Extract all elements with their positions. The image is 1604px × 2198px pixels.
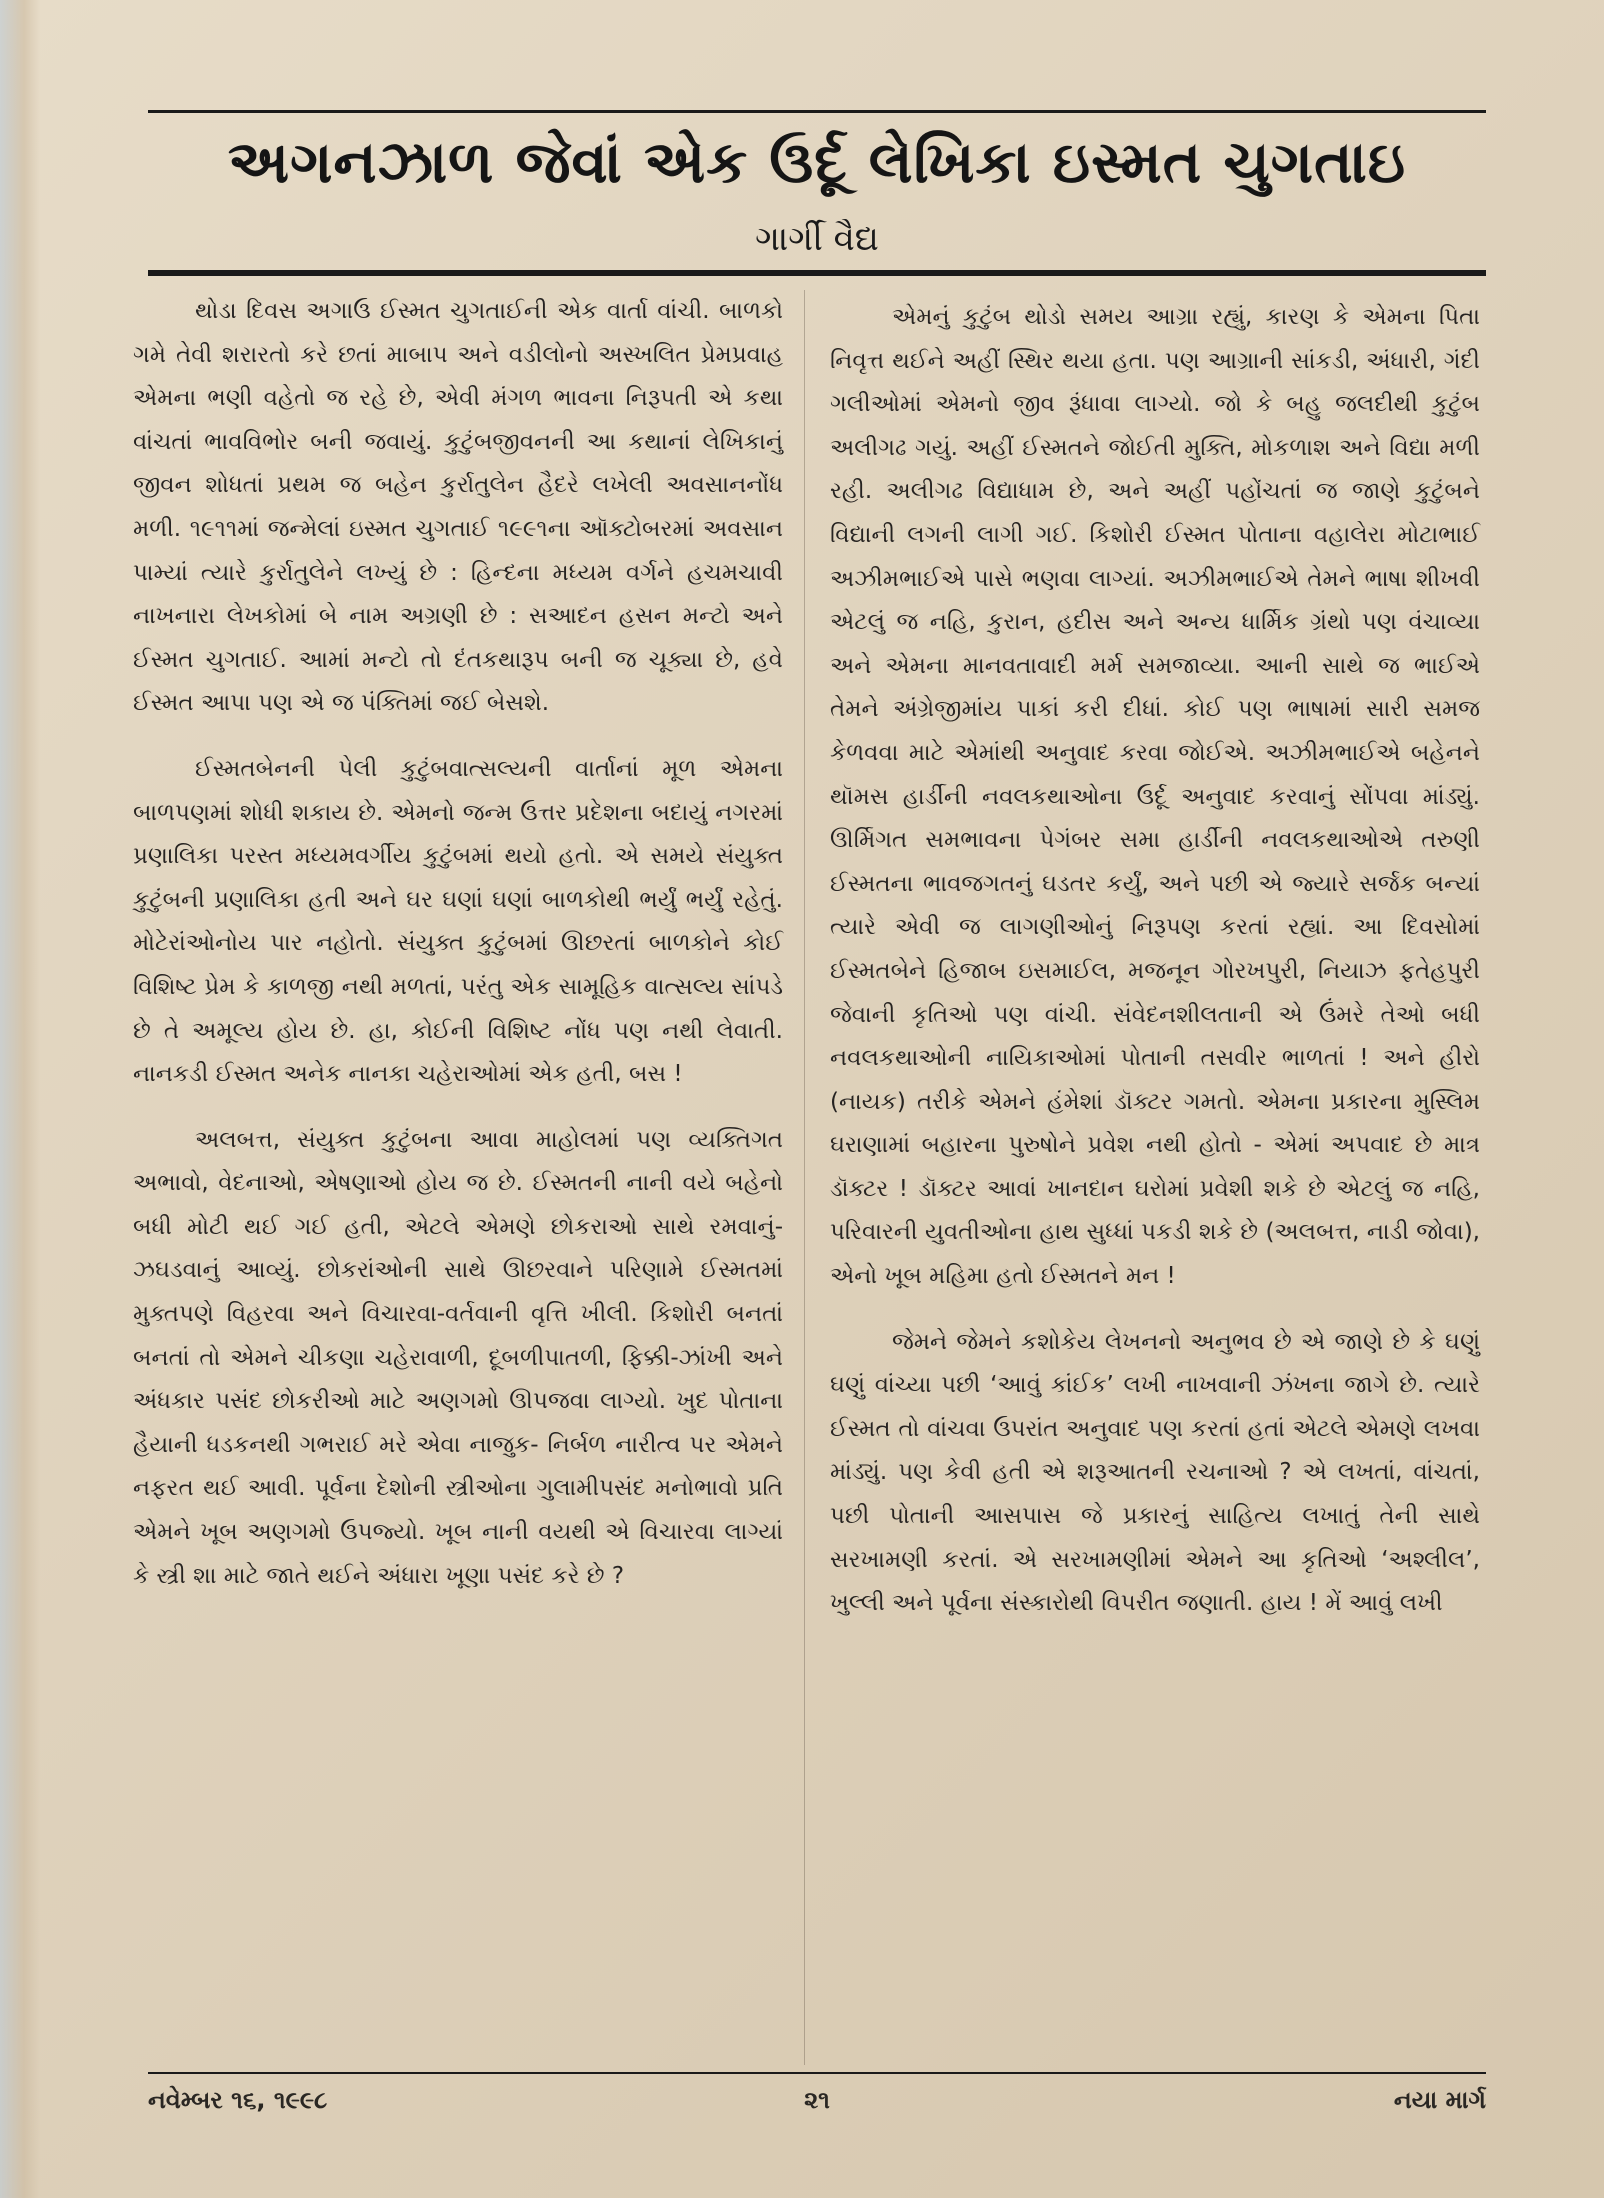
- article-author: ગાર્ગી વૈદ્ય: [755, 219, 879, 259]
- top-rule: [148, 110, 1486, 113]
- torn-paper-edge: [0, 0, 40, 2198]
- issue-date: નવેમ્બર ૧૬, ૧૯૯૮: [148, 2086, 328, 2114]
- paragraph: અલબત્ત, સંયુક્ત કુટુંબના આવા માહોલમાં પણ વ્યક્તિગત અભાવો, વેદનાઓ, એષણાઓ હોય જ છે. ઈસ્મતની નાની વયે બહેનો બધી મોટી થઈ ગઈ હતી, એટલે એમણે છોકરાઓ સાથે રમવાનું-ઝઘડવાનું આવ્યું. છોકરાંઓની સાથે ઊછરવાને પરિણામે ઈસ્મતમાં મુક્તપણે વિહરવા અને વિચારવા-વર્તવાની વૃત્તિ ખીલી. કિશોરી બનતાં બનતાં તો એમને ચીકણા ચહેરાવાળી, દૂબળીપાતળી, ફિક્કી-ઝાંખી અને અંધકાર પસંદ છોકરીઓ માટે અણગમો ઊપજવા લાગ્યો. ખુદ પોતાના હૈયાની ધડકનથી ગભરાઈ મરે એવા નાજુક- નિર્બળ નારીત્વ પર એમને નફરત થઈ આવી. પૂર્વના દેશોની સ્ત્રીઓના ગુલામીપસંદ મનોભાવો પ્રતિ એમને ખૂબ અણગમો ઉપજ્યો. ખૂબ નાની વયથી એ વિચારવા લાગ્યાં કે સ્ત્રી શા માટે જાતે થઈને અંધારા ખૂણા પસંદ કરે છે ?: [133, 1126, 783, 1589]
- magazine-name: નયા માર્ગ: [1393, 2086, 1486, 2114]
- left-column: [133, 290, 783, 1620]
- page-footer: [148, 2080, 1486, 2120]
- column-divider: [804, 290, 805, 2065]
- article-title: અગનઝાળ જેવાં એક ઉર્દૂ લેખિકા ઇસ્મત ચુગતાઇ: [227, 128, 1407, 196]
- header-rule: [148, 270, 1486, 276]
- page-number: ૨૧: [804, 2086, 830, 2114]
- footer-rule: [148, 2072, 1486, 2074]
- paragraph: જેમને જેમને કશોકેય લેખનનો અનુભવ છે એ જાણે છે કે ઘણું ઘણું વાંચ્યા પછી ‘આવું કાંઈક’ લખી નાખવાની ઝંખના જાગે છે. ત્યારે ઈસ્મત તો વાંચવા ઉપરાંત અનુવાદ પણ કરતાં હતાં એટલે એમણે લખવા માંડ્યું. પણ કેવી હતી એ શરૂઆતની રચનાઓ ? એ લખતાં, વાંચતાં, પછી પોતાની આસપાસ જે પ્રકારનું સાહિત્ય લખાતું તેની સાથે સરખામણી કરતાં. એ સરખામણીમાં એમને આ કૃતિઓ ‘અશ્લીલ’, ખુલ્લી અને પૂર્વના સંસ્કારોથી વિપરીત જણાતી. હાય ! મેં આવું લખી: [830, 1328, 1480, 1617]
- paragraph: ઈસ્મતબેનની પેલી કુટુંબવાત્સલ્યની વાર્તાનાં મૂળ એમના બાળપણમાં શોધી શકાય છે. એમનો જન્મ ઉત્તર પ્રદેશના બદાયું નગરમાં પ્રણાલિકા પરસ્ત મધ્યમવર્ગીય કુટુંબમાં થયો હતો. એ સમયે સંયુક્ત કુટુંબની પ્રણાલિકા હતી અને ઘર ઘણાં ઘણાં બાળકોથી ભર્યું ભર્યું રહેતું. મોટેરાંઓનોય પાર નહોતો. સંયુક્ત કુટુંબમાં ઊછરતાં બાળકોને કોઈ વિશિષ્ટ પ્રેમ કે કાળજી નથી મળતાં, પરંતુ એક સામૂહિક વાત્સલ્ય સાંપડે છે તે અમૂલ્ય હોય છે. હા, કોઈની વિશિષ્ટ નોંધ પણ નથી લેવાતી. નાનકડી ઈસ્મત અનેક નાનકા ચહેરાઓમાં એક હતી, બસ !: [133, 755, 783, 1088]
- right-column: [830, 290, 1480, 1648]
- paragraph: એમનું કુટુંબ થોડો સમય આગ્રા રહ્યું, કારણ કે એમના પિતા નિવૃત્ત થઈને અહીં સ્થિર થયા હતા. પણ આગ્રાની સાંકડી, અંધારી, ગંદી ગલીઓમાં એમનો જીવ રૂંધાવા લાગ્યો. જો કે બહુ જલદીથી કુટુંબ અલીગઢ ગયું. અહીં ઈસ્મતને જોઈતી મુક્તિ, મોકળાશ અને વિદ્યા મળી રહી. અલીગઢ વિદ્યાધામ છે, અને અહીં પહોંચતાં જ જાણે કુટુંબને વિદ્યાની લગની લાગી ગઈ. કિશોરી ઈસ્મત પોતાના વહાલેરા મોટાભાઈ અઝીમભાઈએ પાસે ભણવા લાગ્યાં. અઝીમભાઈએ તેમને ભાષા શીખવી એટલું જ નહિ, કુરાન, હદીસ અને અન્ય ધાર્મિક ગ્રંથો પણ વંચાવ્યા અને એમના માનવતાવાદી મર્મ સમજાવ્યા. આની સાથે જ ભાઈએ તેમને અંગ્રેજીમાંય પાકાં કરી દીધાં. કોઈ પણ ભાષામાં સારી સમજ કેળવવા માટે એમાંથી અનુવાદ કરવા જોઈએ. અઝીમભાઈએ બહેનને થૉમસ હાર્ડીની નવલકથાઓના ઉર્દૂ અનુવાદ કરવાનું સોંપવા માંડ્યું. ઊર્મિગત સમભાવના પેગંબર સમા હાર્ડીની નવલકથાઓએ તરુણી ઈસ્મતના ભાવજગતનું ઘડતર કર્યું, અને પછી એ જ્યારે સર્જક બન્યાં ત્યારે એવી જ લાગણીઓનું નિરૂપણ કરતાં રહ્યાં. આ દિવસોમાં ઈસ્મતબેને હિજાબ ઇસમાઈલ, મજનૂન ગોરખપુરી, નિયાઝ ફતેહપુરી જેવાની કૃતિઓ પણ વાંચી. સંવેદનશીલતાની એ ઉંમરે તેઓ બધી નવલકથાઓની નાયિકાઓમાં પોતાની તસવીર ભાળતાં ! અને હીરો (નાયક) તરીકે એમને હંમેશાં ડૉક્ટર ગમતો. એમના પ્રકારના મુસ્લિમ ઘરાણામાં બહારના પુરુષોને પ્રવેશ નથી હોતો - એમાં અપવાદ છે માત્ર ડૉક્ટર ! ડૉક્ટર આવાં ખાનદાન ઘરોમાં પ્રવેશી શકે છે એટલું જ નહિ, પરિવારની યુવતીઓના હાથ સુધ્ધાં પકડી શકે છે (અલબત્ત, નાડી જોવા), એનો ખૂબ મહિમા હતો ઈસ્મતને મન !: [830, 304, 1480, 1290]
- paragraph: થોડા દિવસ અગાઉ ઈસ્મત ચુગતાઈની એક વાર્તા વાંચી. બાળકો ગમે તેવી શરારતો કરે છતાં માબાપ અને વડીલોનો અસ્ખલિત પ્રેમપ્રવાહ એમના ભણી વહેતો જ રહે છે, એવી મંગળ ભાવના નિરૂપતી એ કથા વાંચતાં ભાવવિભોર બની જવાયું. કુટુંબજીવનની આ કથાનાં લેખિકાનું જીવન શોધતાં પ્રથમ જ બહેન કુર્રાતુલેન હૈદરે લખેલી અવસાનનોંધ મળી. ૧૯૧૧માં જન્મેલાં ઇસ્મત ચુગતાઈ ૧૯૯૧ના ઑક્ટોબરમાં અવસાન પામ્યાં ત્યારે કુર્રાતુલેને લખ્યું છે : હિન્દના મધ્યમ વર્ગને હચમચાવી નાખનારા લેખકોમાં બે નામ અગ્રણી છે : સઆદન હસન મન્ટો અને ઈસ્મત ચુગતાઈ. આમાં મન્ટો તો દંતકથારૂપ બની જ ચૂક્યા છે, હવે ઈસ્મત આપા પણ એ જ પંક્તિમાં જઈ બેસશે.: [133, 298, 783, 717]
